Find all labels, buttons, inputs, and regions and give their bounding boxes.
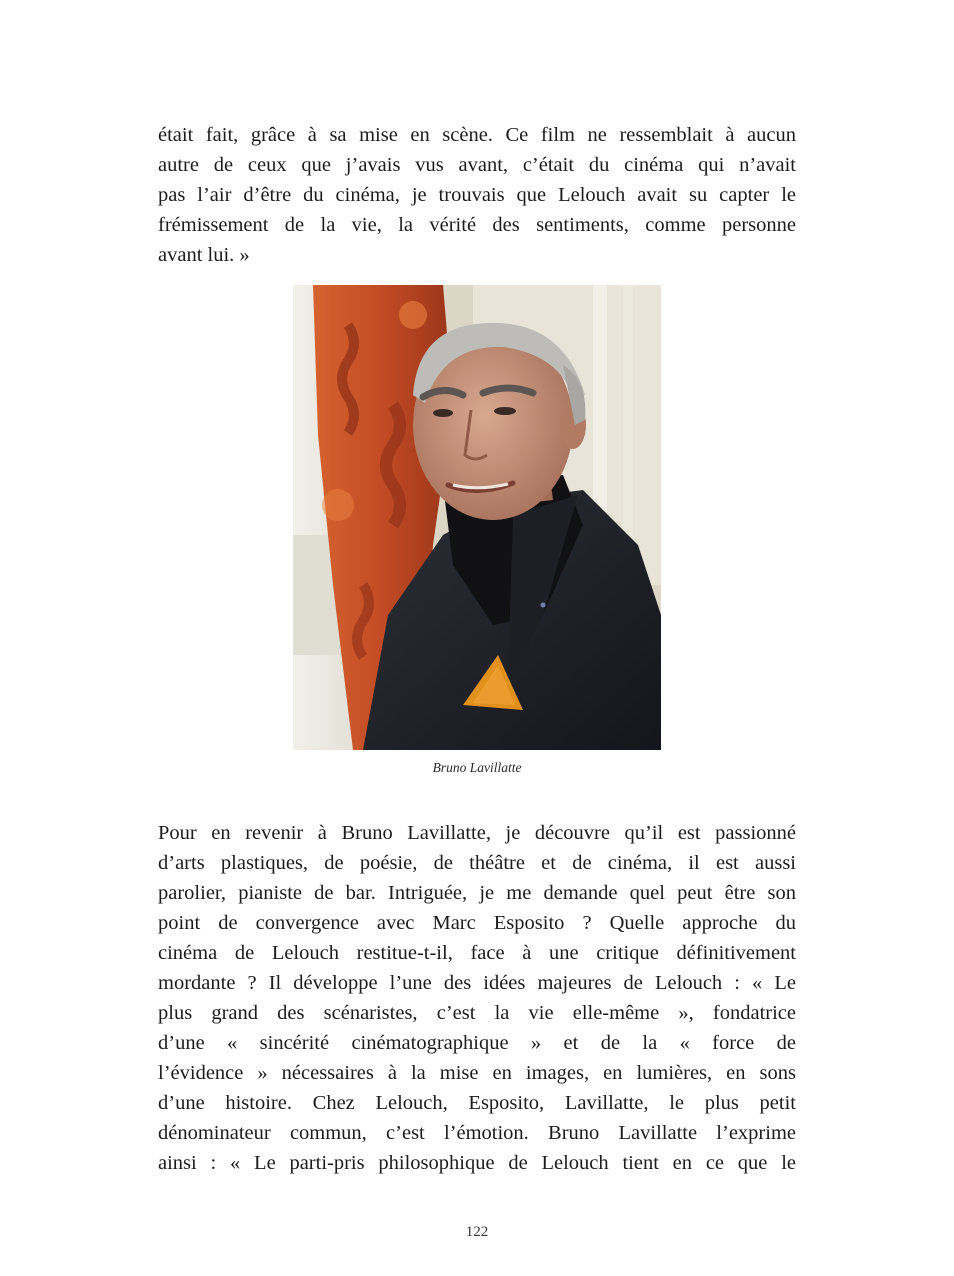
- text-line: pas l’air d’être du cinéma, je trouvais que Lelouch avait su capter le: [158, 184, 796, 206]
- text-line: parolier, pianiste de bar. Intriguée, je me demande quel peut être son: [158, 882, 796, 904]
- text-line: point de convergence avec Marc Esposito ? Quelle approche du: [158, 912, 796, 934]
- text-line: plus grand des scénaristes, c’est la vie elle-même », fondatrice: [158, 1002, 796, 1024]
- text-line: d’une « sincérité cinématographique » et de la « force de: [158, 1032, 796, 1054]
- text-line: Pour en revenir à Bruno Lavillatte, je découvre qu’il est passionné: [158, 822, 796, 844]
- text-line: dénominateur commun, c’est l’émotion. Bruno Lavillatte l’exprime: [158, 1122, 796, 1144]
- text-line: était fait, grâce à sa mise en scène. Ce film ne ressemblait à aucun: [158, 124, 796, 146]
- text-line: cinéma de Lelouch restitue-t-il, face à une critique définitivement: [158, 942, 796, 964]
- text-line: mordante ? Il développe l’une des idées majeures de Lelouch : « Le: [158, 972, 796, 994]
- page-number: 122: [465, 1224, 489, 1240]
- text-line: ainsi : « Le parti-pris philosophique de Lelouch tient en ce que le: [158, 1152, 796, 1174]
- text-line: d’une histoire. Chez Lelouch, Esposito, Lavillatte, le plus petit: [158, 1092, 796, 1114]
- text-line: frémissement de la vie, la vérité des sentiments, comme personne: [158, 214, 796, 236]
- text-line: autre de ceux que j’avais vus avant, c’était du cinéma qui n’avait: [158, 154, 796, 176]
- figure-caption: Bruno Lavillatte: [432, 760, 522, 775]
- portrait-photo: [293, 285, 661, 750]
- text-line: l’évidence » nécessaires à la mise en images, en lumières, en sons: [158, 1062, 796, 1084]
- paragraph-1: [158, 120, 796, 270]
- text-line: d’arts plastiques, de poésie, de théâtre et de cinéma, il est aussi: [158, 852, 796, 874]
- portrait-image: [293, 285, 661, 750]
- paragraph-2: [158, 818, 796, 1178]
- text-line: avant lui. »: [158, 244, 250, 266]
